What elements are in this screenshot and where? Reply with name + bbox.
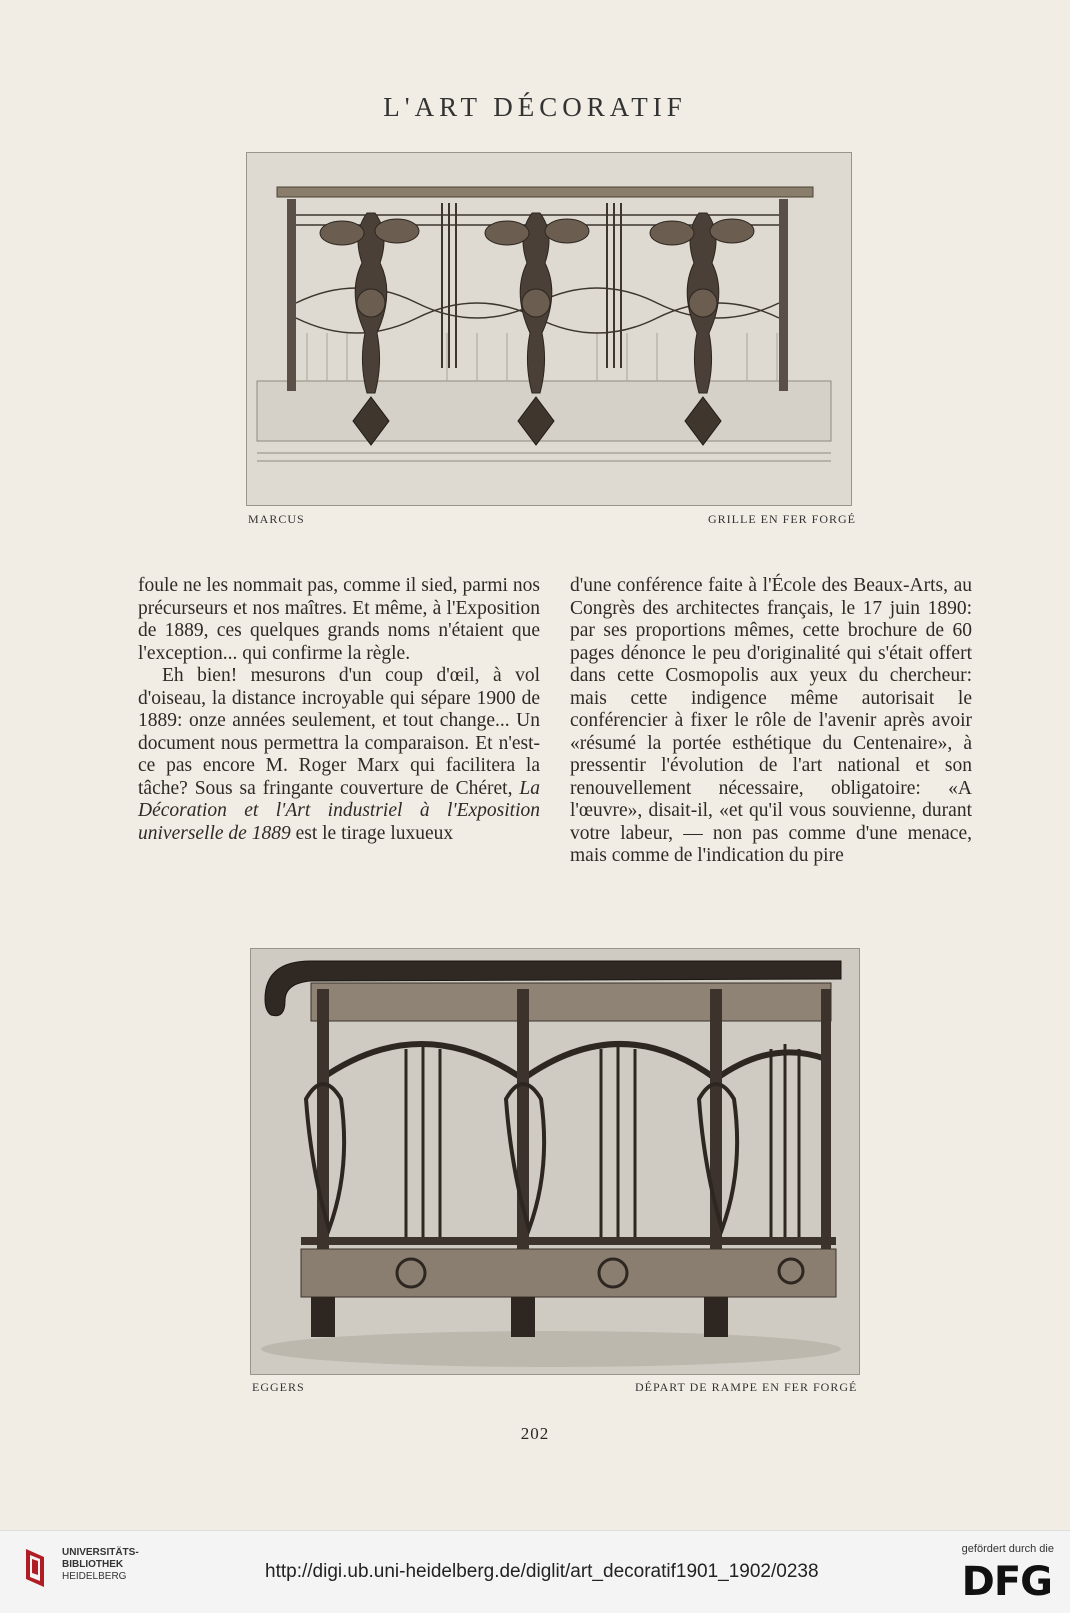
paragraph: [138, 665, 540, 845]
library-name-line: UNIVERSITÄTS-: [62, 1547, 139, 1558]
funding-note: gefördert durch die: [961, 1543, 1054, 1555]
book-title: La Décoration et l'Art industriel à l'Exposition universelle de 1889: [138, 777, 540, 844]
figure2-caption-title: DÉPART DE RAMPE EN FER FORGÉ: [635, 1380, 858, 1394]
library-name-line: HEIDELBERG: [62, 1571, 127, 1582]
figure1-caption-title: GRILLE EN FER FORGÉ: [708, 512, 856, 526]
paragraph-text: est le tirage luxueux: [295, 822, 454, 844]
library-name: [62, 1547, 139, 1583]
railing-illustration: [246, 152, 852, 506]
railing-drawing: [247, 153, 851, 505]
library-name-line: BIBLIOTHEK: [62, 1559, 124, 1570]
paragraph-text: Eh bien! mesurons d'un coup d'œil, à vol d'oiseau, la distance incroyable qui sépare 1900 de 1889: onze années seulement, et tout change... Un document nous permettra la comparaison. Et n'est-ce pas encore M. Roger Marx qui facilitera la tâche? Sous sa fringante couverture de Chéret,: [138, 665, 540, 799]
text-column-right: [570, 575, 972, 868]
paragraph: d'une conférence faite à l'École des Beaux-Arts, au Congrès des architectes français, le 17 juin 1890: par ses proportions mêmes, cette brochure de 60 pages dénonce le peu d'originalité qui s'était offert dans cette Cosmopolis aux yeux du chercheur: mais cette indigence même autorisait le conférencier à fixer le rôle de l'avenir après avoir «résumé la portée esthétique du Centenaire», à pressentir l'évolution de l'art national et son renouvellement nécessaire, obligatoire: «A l'œuvre», disait-il, «et qu'il vous souvienne, durant votre labeur, — non pas comme d'une menace, mais comme de l'indication du pire: [570, 575, 972, 866]
running-head: L'ART DÉCORATIF: [383, 92, 687, 122]
figure2-caption-artist: EGGERS: [252, 1380, 305, 1394]
digitization-footer: [0, 1530, 1070, 1613]
university-library-logo-icon[interactable]: [22, 1545, 52, 1591]
page-number: 202: [520, 1424, 550, 1443]
text-column-left: [138, 575, 540, 845]
stair-railing-drawing: [251, 949, 859, 1374]
dfg-logo[interactable]: DFG: [961, 1559, 1052, 1605]
permalink-url[interactable]: http://digi.ub.uni-heidelberg.de/diglit/art_decoratif1901_1902/0238: [265, 1561, 819, 1582]
figure1-caption-artist: MARCUS: [248, 512, 305, 526]
stair-railing-illustration: [250, 948, 860, 1375]
paragraph: foule ne les nommait pas, comme il sied, parmi nos précurseurs et nos maîtres. Et même, à l'Exposition de 1889, ces quelques grands noms n'étaient que l'exception... qui confirme la règle.: [138, 575, 540, 664]
